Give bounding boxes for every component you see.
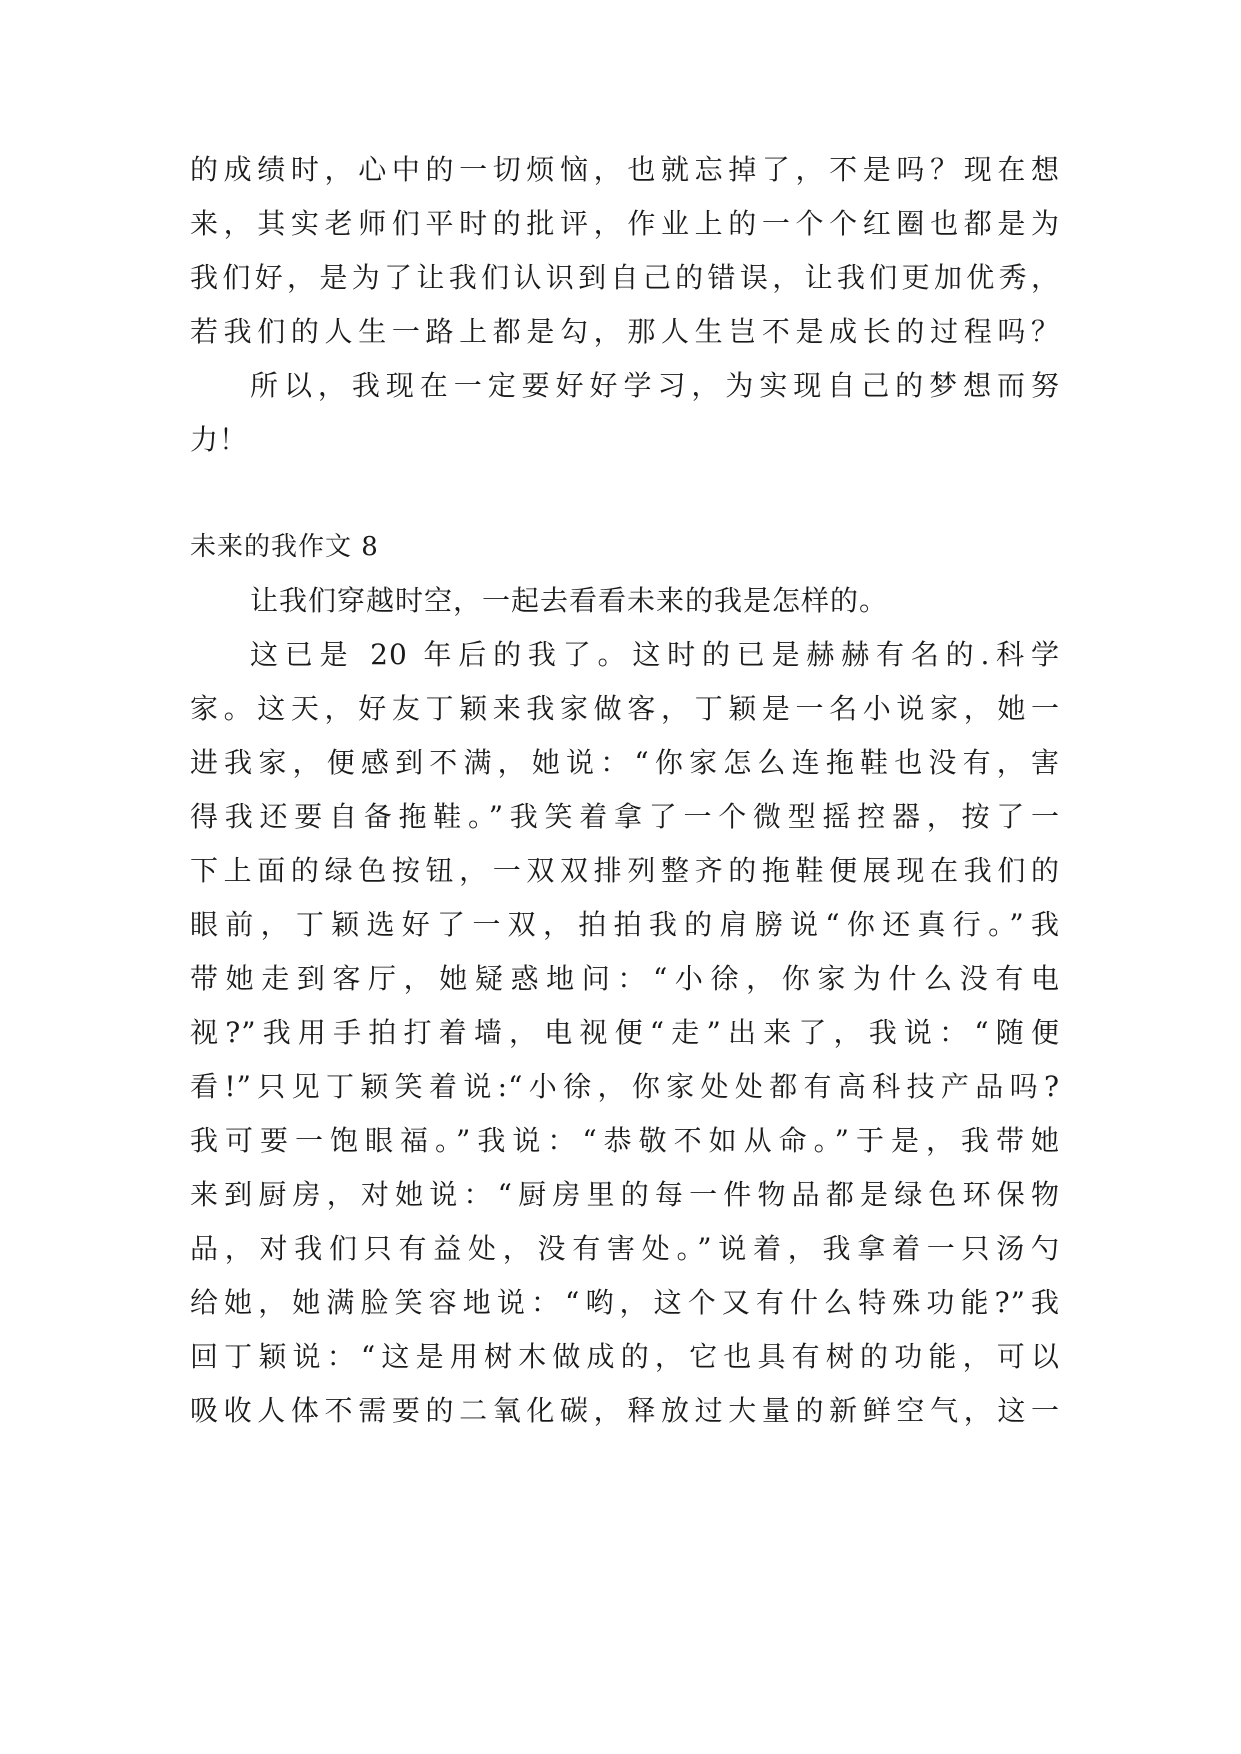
- paragraph-line: 若我们的人生一路上都是勾，那人生岂不是成长的过程吗？: [190, 315, 1060, 348]
- paragraph-line: 下上面的绿色按钮，一双双排列整齐的拖鞋便展现在我们的: [190, 854, 1060, 887]
- paragraph-line: 让我们穿越时空，一起去看看未来的我是怎样的。: [250, 584, 889, 617]
- paragraph-line: 我们好，是为了让我们认识到自己的错误，让我们更加优秀，: [190, 261, 1060, 294]
- paragraph-line: 所以，我现在一定要好好学习，为实现自己的梦想而努: [250, 369, 1060, 402]
- paragraph-line: 眼前，丁颖选好了一双，拍拍我的肩膀说“你还真行。”我: [190, 908, 1060, 941]
- paragraph-line: 的成绩时，心中的一切烦恼，也就忘掉了，不是吗？现在想: [190, 153, 1060, 186]
- paragraph-line: 回丁颖说：“这是用树木做成的，它也具有树的功能，可以: [190, 1340, 1060, 1373]
- paragraph-line: 看!”只见丁颖笑着说:“小徐，你家处处都有高科技产品吗?: [190, 1070, 1060, 1103]
- paragraph-line: 这已是 20 年后的我了。这时的已是赫赫有名的.科学: [250, 638, 1060, 671]
- paragraph-line: 我可要一饱眼福。”我说：“恭敬不如从命。”于是，我带她: [190, 1124, 1060, 1157]
- paragraph-line: 给她，她满脸笑容地说：“哟，这个又有什么特殊功能?”我: [190, 1286, 1060, 1319]
- paragraph-line: 得我还要自备拖鞋。”我笑着拿了一个微型摇控器，按了一: [190, 800, 1060, 833]
- paragraph-line: 吸收人体不需要的二氧化碳，释放过大量的新鲜空气，这一: [190, 1394, 1060, 1427]
- paragraph-line: 进我家，便感到不满，她说：“你家怎么连拖鞋也没有，害: [190, 746, 1060, 779]
- paragraph-line: 视?”我用手拍打着墙，电视便“走”出来了，我说：“随便: [190, 1016, 1060, 1049]
- paragraph-line: 来，其实老师们平时的批评，作业上的一个个红圈也都是为: [190, 207, 1060, 240]
- paragraph-line: 力！: [190, 423, 249, 456]
- paragraph-line: 带她走到客厅，她疑惑地问：“小徐，你家为什么没有电: [190, 962, 1060, 995]
- essay-title: 未来的我作文 8: [190, 532, 379, 562]
- paragraph-line: 家。这天，好友丁颖来我家做客，丁颖是一名小说家，她一: [190, 692, 1060, 725]
- paragraph-line: 来到厨房，对她说：“厨房里的每一件物品都是绿色环保物: [190, 1178, 1060, 1211]
- paragraph-line: 品，对我们只有益处，没有害处。”说着，我拿着一只汤勺: [190, 1232, 1060, 1265]
